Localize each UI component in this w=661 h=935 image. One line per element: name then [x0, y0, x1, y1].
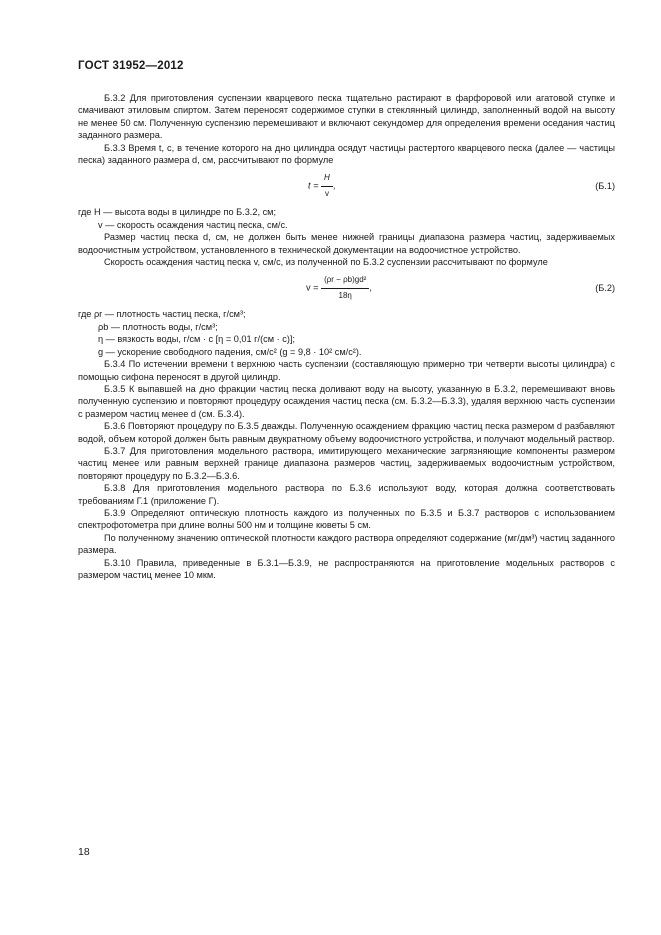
- paragraph-b34: Б.3.4 По истечении времени t верхнюю часть суспензии (составляющую примерно три четверти высоты цилиндра) с помощью сифона переносят в другой цилиндр.: [78, 359, 615, 382]
- paragraph-b36: Б.3.6 Повторяют процедуру по Б.3.5 дважды. Полученную осаждением фракцию частиц песка размером d разбавляют водой, объем которой должен быть равным двукратному объему водоочистного устройства, и получают модельный раствор.: [78, 421, 615, 444]
- formula-b2-fraction: [321, 274, 369, 302]
- formula-b2-lhs: v =: [306, 282, 319, 293]
- formula-b1-number: (Б.1): [595, 181, 615, 192]
- page-number: 18: [78, 846, 90, 858]
- paragraph-b37: Б.3.7 Для приготовления модельного раствора, имитирующего механические загрязняющие компоненты размером частиц менее или равным верхней границе диапазона размеров частиц, задерживаемых водоочистным устройством, повторяют процедуру по Б.3.2—Б.3.6.: [78, 445, 615, 481]
- paragraph-b35: Б.3.5 К выпавшей на дно фракции частиц песка доливают воду на высоту, указанную в Б.3.2, перемешивают вновь полученную суспензию и повторяют процедуру осаждения частиц песка (см. Б.3.2—Б.3.3), удаляя верхнюю часть суспензии с размером частиц менее d (см. Б.3.4).: [78, 383, 615, 419]
- document-header: ГОСТ 31952—2012: [78, 60, 184, 72]
- definition-rho-b: ρb — плотность воды, г/см³;: [98, 321, 218, 332]
- paragraph-b32: Б.3.2 Для приготовления суспензии кварцевого песка тщательно растирают в фарфоровой или агатовой ступке и смачивают этиловым спиртом. Затем переносят содержимое ступки в стеклянный цилиндр, заполненный водой на высоту не менее 50 см. Полученную суспензию перемешивают и включают секундомер для определения времени оседания частиц заданного размера.: [78, 93, 615, 141]
- formula-b2-number: (Б.2): [595, 283, 615, 294]
- definition-v: v — скорость осаждения частиц песка, см/с.: [98, 219, 288, 230]
- formula-b2-numerator: (ρr − ρb)gd²: [321, 274, 369, 288]
- paragraph-b310: Б.3.10 Правила, приведенные в Б.3.1—Б.3.9, не распространяются на приготовление модельных растворов с размером частиц менее 10 мкм.: [78, 557, 615, 580]
- paragraph-particle-size: Размер частиц песка d, см, не должен быть менее нижней границы диапазона размера частиц, задерживаемых водоочистным устройством, установленного в технической документации на водоочистное устройство.: [78, 232, 615, 255]
- paragraph-velocity: Скорость осаждения частиц песка v, см/с, из полученной по Б.3.2 суспензии рассчитывают по формуле: [104, 257, 548, 268]
- paragraph-b38: Б.3.8 Для приготовления модельного раствора по Б.3.6 используют воду, которая должна соответствовать требованиям Г.1 (приложение Г).: [78, 483, 615, 506]
- formula-b1-fraction: [321, 172, 333, 200]
- definition-g: g — ускорение свободного падения, см/с² (g = 9,8 · 10² см/с²).: [98, 346, 362, 357]
- paragraph-b39: Б.3.9 Определяют оптическую плотность каждого из полученных по Б.3.5 и Б.3.7 растворов с использованием спектрофотометра при длине волны 500 нм и толщине кюветы 5 см.: [78, 507, 615, 531]
- formula-b2-expression: [306, 274, 372, 302]
- formula-b1-numerator: H: [321, 172, 333, 186]
- formula-b1-denominator: v: [324, 188, 329, 198]
- paragraph-optical-density: По полученному значению оптической плотности каждого раствора определяют содержание (мг/дм³) частиц заданного размера.: [78, 532, 615, 556]
- formula-b2-comma: ,: [369, 282, 372, 293]
- document-body: [78, 92, 615, 581]
- formula-b1-comma: ,: [332, 180, 336, 191]
- definition-eta: η — вязкость воды, г/см · с [η = 0,01 г/(см · с)];: [98, 334, 295, 345]
- definition-h: где H — высота воды в цилиндре по Б.3.2, см;: [78, 207, 277, 218]
- formula-b1: [78, 172, 615, 202]
- formula-b1-expression: [308, 172, 335, 200]
- formula-b2-denominator: 18η: [338, 290, 352, 300]
- formula-b2: [78, 274, 615, 304]
- paragraph-b33: Б.3.3 Время t, с, в течение которого на дно цилиндра осядут частицы растертого кварцевого песка (далее — частицы песка) заданного размера d, см, рассчитывают по формуле: [78, 142, 615, 166]
- formula-b1-lhs: t =: [308, 180, 319, 191]
- definition-rho-r: где ρr — плотность частиц песка, г/см³;: [78, 309, 246, 320]
